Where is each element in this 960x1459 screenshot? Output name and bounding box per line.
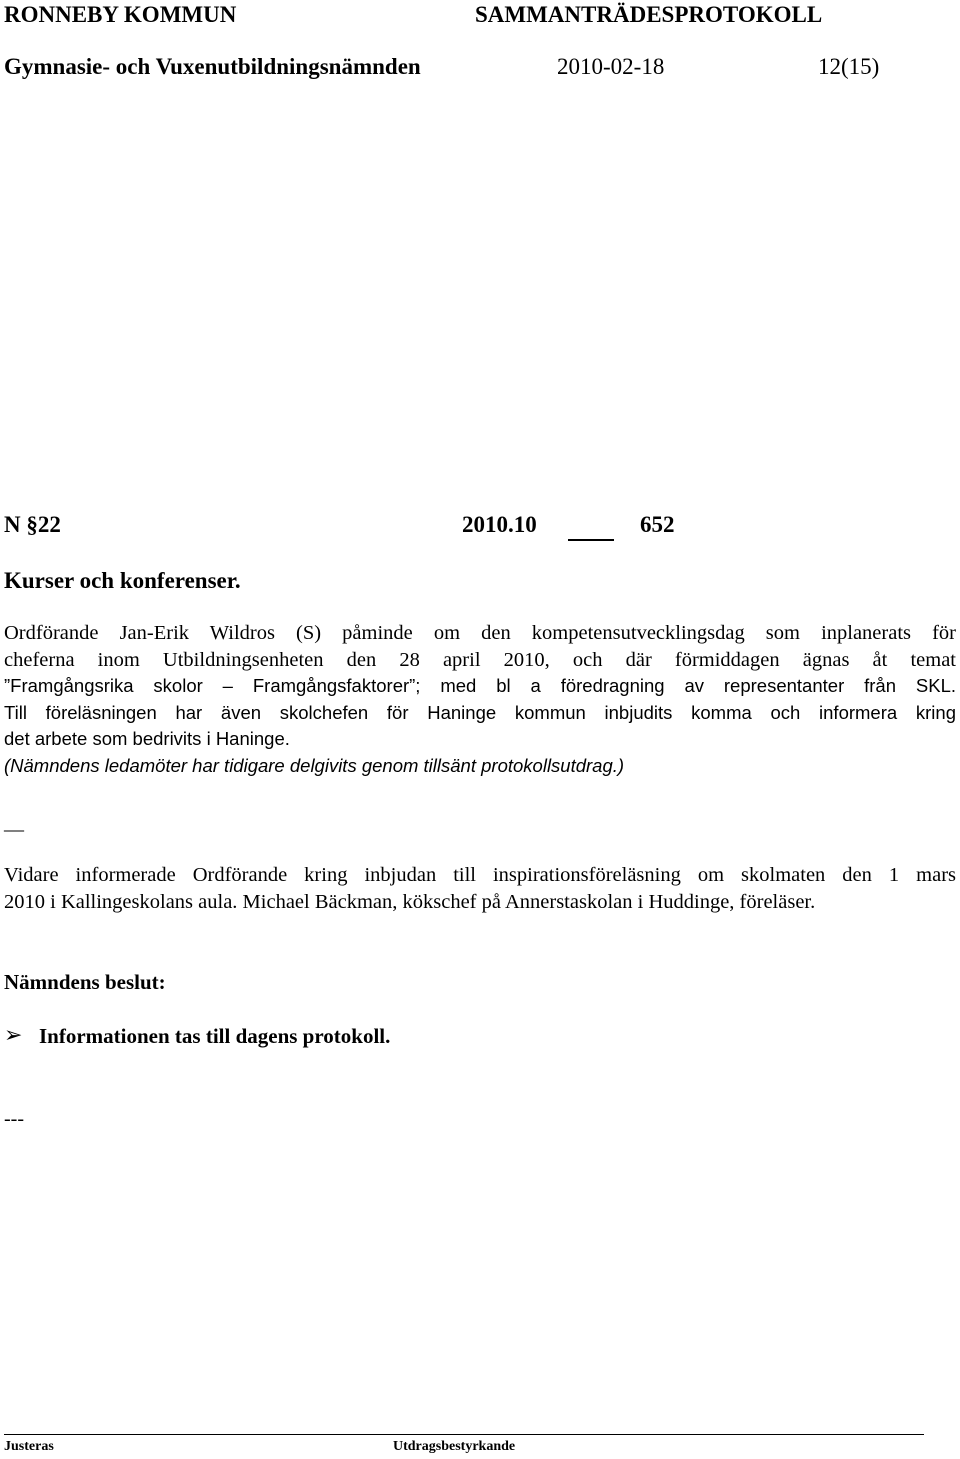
case-code: 652 — [640, 512, 675, 537]
bullet-arrow-icon: ➢ — [4, 1022, 23, 1047]
paragraph-line: det arbete som bedrivits i Haninge. — [4, 728, 290, 750]
decision-heading: Nämndens beslut: — [4, 970, 166, 994]
decision-item: Informationen tas till dagens protokoll. — [39, 1024, 391, 1048]
case-paragraph: N §22 — [4, 512, 61, 537]
municipality-name: RONNEBY KOMMUN — [4, 2, 237, 27]
paragraph-line: cheferna inom Utbildningsenheten den 28 april 2010, och där förmiddagen ägnas åt temat — [4, 648, 956, 671]
paragraph-invitation — [4, 862, 956, 915]
page-number: 12(15) — [818, 54, 880, 79]
case-dash — [568, 528, 614, 546]
document-type: SAMMANTRÄDESPROTOKOLL — [475, 2, 823, 27]
paragraph-line: Ordförande Jan-Erik Wildros (S) påminde om den kompetensutvecklingsdag som inplanerats för — [4, 622, 956, 644]
board-name: Gymnasie- och Vuxenutbildningsnämnden — [4, 54, 421, 79]
end-mark: --- — [4, 1108, 24, 1130]
paragraph-line: Till föreläsningen har även skolchefen för Haninge kommun inbjudits komma och informera kring — [4, 701, 956, 723]
paragraph-line: ”Framgångsrika skolor – Framgångsfaktorer”; med bl a föredragning av representanter från SKL. — [4, 675, 956, 697]
footer-rule — [4, 1434, 924, 1435]
paragraph-info — [4, 620, 956, 780]
case-number: 2010.10 — [462, 512, 537, 537]
footer-utdragsbestyrkande-label: Utdragsbestyrkande — [393, 1439, 516, 1454]
case-title: Kurser och konferenser. — [4, 568, 241, 593]
footer-justeras-label: Justeras — [4, 1439, 54, 1454]
paragraph-line: 2010 i Kallingeskolans aula. Michael Bäckman, kökschef på Annerstaskolan i Huddinge, föreläser. — [4, 890, 816, 913]
paragraph-note: (Nämndens ledamöter har tidigare delgivits genom tillsänt protokollsutdrag.) — [4, 754, 625, 776]
paragraph-line: Vidare informerade Ordförande kring inbjudan till inspirationsföreläsning om skolmaten den 1 mars — [4, 864, 956, 886]
separator: __ — [4, 812, 24, 834]
meeting-date: 2010-02-18 — [557, 54, 665, 79]
